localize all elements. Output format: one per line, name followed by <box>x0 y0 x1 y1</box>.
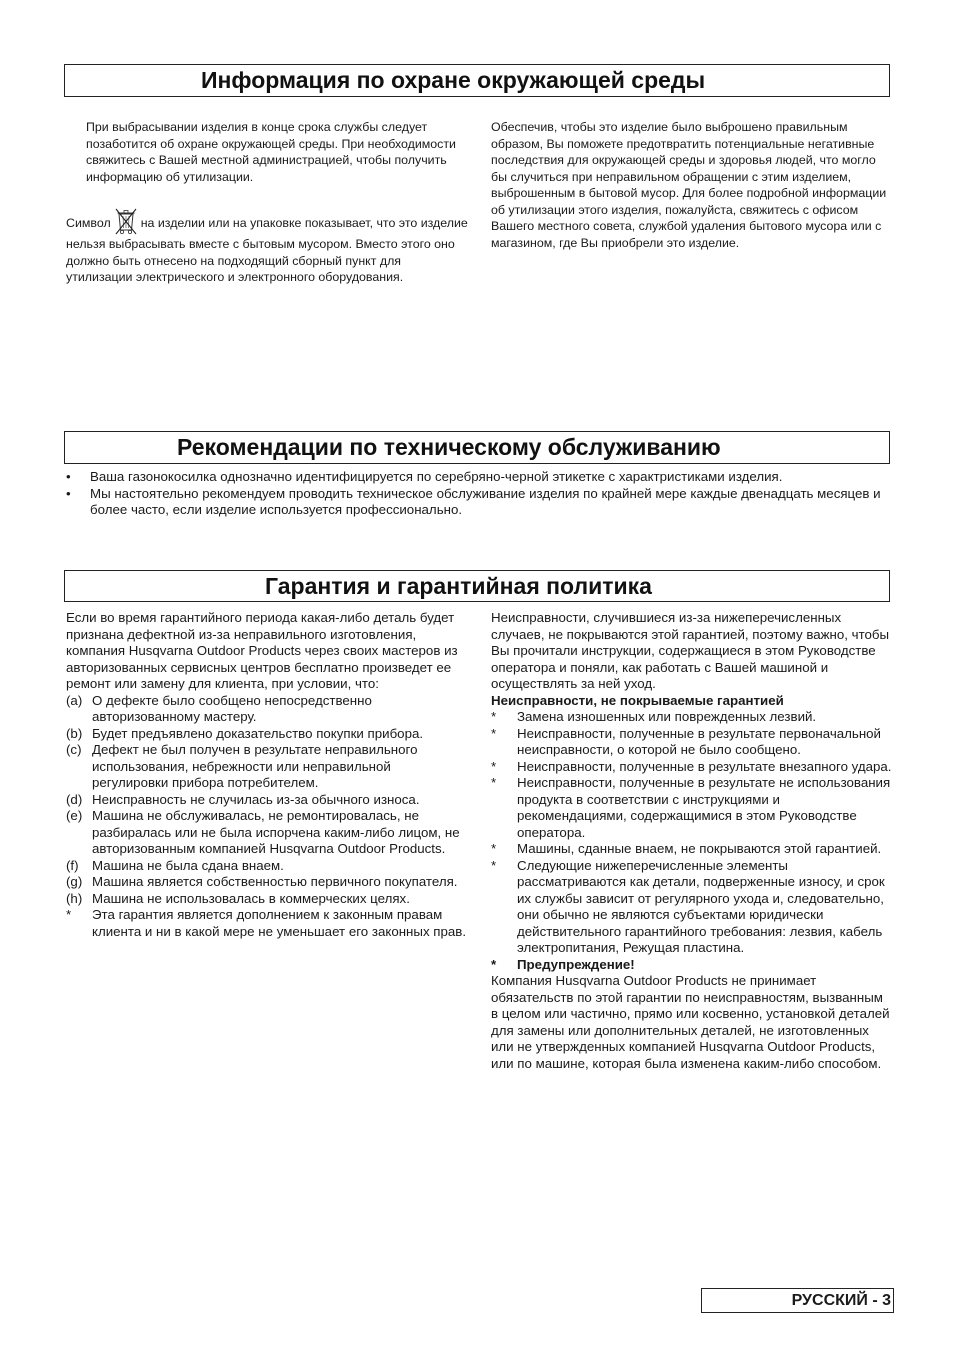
warranty-condition: (a) О дефекте было сообщено непосредственно авторизованному мастеру. <box>66 692 372 724</box>
warranty-exclusion: * Машины, сданные внаем, не покрываются этой гарантией. <box>491 841 882 856</box>
warranty-condition: (h) Машина не использовалась в коммерческих целях. <box>66 890 410 906</box>
warranty-exclusion: * Неисправности, полученные в результате первоначальной неисправности, о которой не было сообщено. <box>491 725 881 757</box>
service-section-header <box>64 431 890 464</box>
service-title: Рекомендации по техническому обслуживанию <box>177 434 721 460</box>
bullet-mark: • <box>66 469 71 484</box>
service-bullet-text: Мы настоятельно рекомендуем проводить техническое обслуживание изделия по крайней мере каждые двенадцать месяцев и более часто, если изделие используется профессионально. <box>90 485 881 517</box>
service-bullet-text: Ваша газонокосилка однозначно идентифицируется по серебряно-черной этикетке с характристиками изделия. <box>90 469 783 484</box>
warranty-warning-heading: * Предупреждение! <box>491 956 635 972</box>
warranty-condition: (b) Будет предъявлено доказательство покупки прибора. <box>66 725 424 741</box>
warranty-warning-text: Компания Husqvarna Outdoor Products не принимает обязательств по этой гарантии по неисправностям, вызванным в целом или частично, прямо или косвенно, установкой деталей для замены или дополнительных деталей, не изготовленных или не утвержденных компанией Husqvarna Outdoor Products, или по машине, которая была изменена каким-либо способом. <box>491 973 890 1071</box>
warranty-exclusion: * Неисправности, полученные в результате внезапного удара. <box>491 758 892 774</box>
warranty-intro: Если во время гарантийного периода какая-либо деталь будет признана дефектной из-за неправильного изготовления, компания Husqvarna Outdoor Products через своих мастеров из авторизованных сервисных центров бесплатно произведет ее ремонт или замену для клиента, при условии, что: <box>66 610 458 691</box>
warranty-exclusions-heading: Неисправности, не покрываемые гарантией <box>491 692 784 708</box>
environment-section-header <box>64 64 890 97</box>
warranty-left-column <box>66 610 468 940</box>
environment-right-column <box>491 119 891 251</box>
warranty-condition: (c) Дефект не был получен в результате неправильного использования, небрежности или неправильной регулировки прибора потребителем. <box>66 742 418 790</box>
warranty-exclusions-intro: Неисправности, случившиеся из-за нижеперечисленных случаев, не покрываются этой гарантией, поэтому важно, чтобы Вы прочитали инструкции, содержащиеся в этом Руководстве оператора и поняли, как работать с Вашей машиной и осуществлять за ней уход. <box>491 610 890 691</box>
service-bullet-item <box>64 469 890 486</box>
service-bullet-item <box>64 486 890 519</box>
warranty-exclusion: * Замена изношенных или поврежденных лезвий. <box>491 709 817 724</box>
warranty-title: Гарантия и гарантийная политика <box>265 573 652 599</box>
environment-paragraph-3: Обеспечив, чтобы это изделие было выброшено правильным образом, Вы поможете предотвратить потенциальные негативные последствия для окружающей среды и здоровья людей, что могло бы случиться при неправильном обращении с этим изделием, выброшенным в бытовой мусор. Для более подробной информации об утилизации этого изделия, пожалуйста, свяжитесь с офисом Вашего местного совета, службой удаления бытового мусора или с магазином, где Вы приобрели это изделие. <box>491 120 887 250</box>
crossed-out-wheelie-bin-icon <box>114 206 138 236</box>
page-number-label: РУССКИЙ - 3 <box>701 1288 894 1313</box>
warranty-exclusion: * Неисправности, полученные в результате не использования продукта в соответствии с инструкциями и рекомендациями, содержащимися в этом Руководстве оператора. <box>491 775 891 840</box>
warranty-exclusion: * Следующие нижеперечисленные элементы рассматриваются как детали, подверженные износу, и срок их службы зависит от регулярного ухода и, следовательно, они обычно не являются субъектами юридически действительного гарантийного требования: лезвия, кабель электропитания, Режущая пластина. <box>491 857 885 955</box>
warranty-note: * Эта гарантия является дополнением к законным правам клиента и ни в какой мере не уменьшает его законных прав. <box>66 907 467 939</box>
bullet-mark: • <box>66 485 71 501</box>
warranty-condition: (e) Машина не обслуживалась, не ремонтировалась, не разбиралась или не была испорчена каким-либо лицом, не авторизованным компанией Husqvarna Outdoor Products. <box>66 808 460 856</box>
environment-paragraph-1: При выбрасывании изделия в конце срока службы следует позаботится об охране окружающей среды. При необходимости свяжитесь с Вашей местной администрацией, чтобы получить информацию об утилизации. <box>86 120 456 184</box>
environment-left-intro <box>86 119 468 185</box>
warranty-condition: (g) Машина является собственностью первичного покупателя. <box>66 874 458 889</box>
warranty-section-header <box>64 570 890 602</box>
environment-paragraph-2: Символ на изделии или на упаковке показывает, что это изделие нельзя выбрасывать вместе с бытовым мусором. Вместо этого оно должно быть отнесено на подходящий сборный пункт для утилизации электрического и электронного оборудования. <box>66 206 468 286</box>
environment-title: Информация по охране окружающей среды <box>201 67 706 93</box>
warranty-condition: (f) Машина не была сдана внаем. <box>66 857 284 873</box>
service-bullet-list <box>64 469 890 519</box>
warranty-right-column <box>491 610 893 1072</box>
warranty-condition: (d) Неисправность не случилась из-за обычного износа. <box>66 791 420 807</box>
environment-left-symbol <box>66 206 468 286</box>
